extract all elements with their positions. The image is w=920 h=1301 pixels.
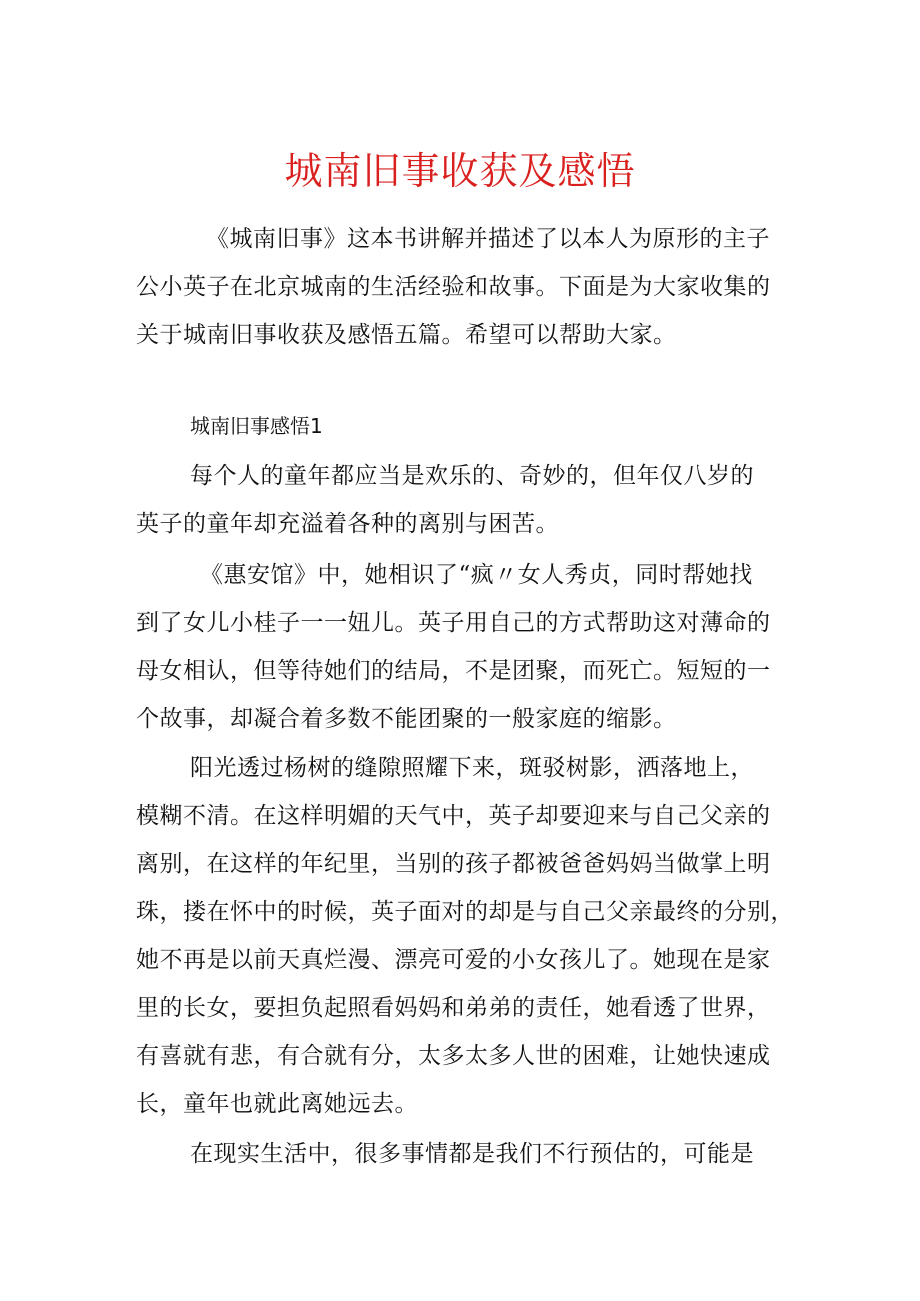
paragraph-line: 每个人的童年都应当是欢乐的、奇妙的，但年仅八岁的	[190, 463, 754, 489]
paragraph-line: 到了女儿小桂子一一妞儿。英子用自己的方式帮助这对薄命的	[136, 610, 771, 636]
paragraph-line: 有喜就有悲，有合就有分，太多太多人世的困难，让她快速成	[136, 1043, 771, 1069]
body-paragraph	[136, 452, 796, 548]
body-paragraph	[136, 551, 796, 743]
section-heading: 城南旧事感悟1	[190, 414, 323, 438]
paragraph-line: 离别，在这样的年纪里，当别的孩子都被爸爸妈妈当做掌上明	[136, 851, 771, 877]
intro-line: 《城南旧事》这本书讲解并描述了以本人为原形的主子	[206, 226, 770, 252]
paragraph-line: 母女相认，但等待她们的结局，不是团聚，而死亡。短短的一	[136, 658, 771, 684]
paragraph-line: 在现实生活中，很多事情都是我们不行预估的，可能是	[190, 1141, 754, 1167]
paragraph-line: 她不再是以前天真烂漫、漂亮可爱的小女孩儿了。她现在是家	[136, 947, 771, 973]
paragraph-line: 阳光透过杨树的缝隙照耀下来，斑驳树影，洒落地上，	[190, 755, 754, 781]
paragraph-line: 模糊不清。在这样明媚的天气中，英子却要迎来与自己父亲的	[136, 803, 771, 829]
paragraph-line: 个故事，却凝合着多数不能团聚的一般家庭的缩影。	[136, 706, 677, 732]
intro-line: 关于城南旧事收获及感悟五篇。希望可以帮助大家。	[136, 322, 677, 348]
body-paragraph	[136, 744, 796, 1128]
body-paragraph	[136, 1130, 796, 1178]
paragraph-line: 长，童年也就此离她远去。	[136, 1091, 418, 1117]
paragraph-line: 珠，搂在怀中的时候，英子面对的却是与自己父亲最终的分别，	[136, 899, 794, 925]
paragraph-line: 里的长女，要担负起照看妈妈和弟弟的责任，她看透了世界，	[136, 995, 771, 1021]
paragraph-line: 《惠安馆》中，她相识了“疯〃女人秀贞，同时帮她找	[200, 562, 753, 588]
paragraph-line: 英子的童年却充溢着各种的离别与困苦。	[136, 511, 559, 537]
document-title: 城南旧事收获及感悟	[284, 149, 636, 193]
intro-line: 公小英子在北京城南的生活经验和故事。下面是为大家收集的	[136, 274, 771, 300]
intro-paragraph	[136, 215, 796, 359]
